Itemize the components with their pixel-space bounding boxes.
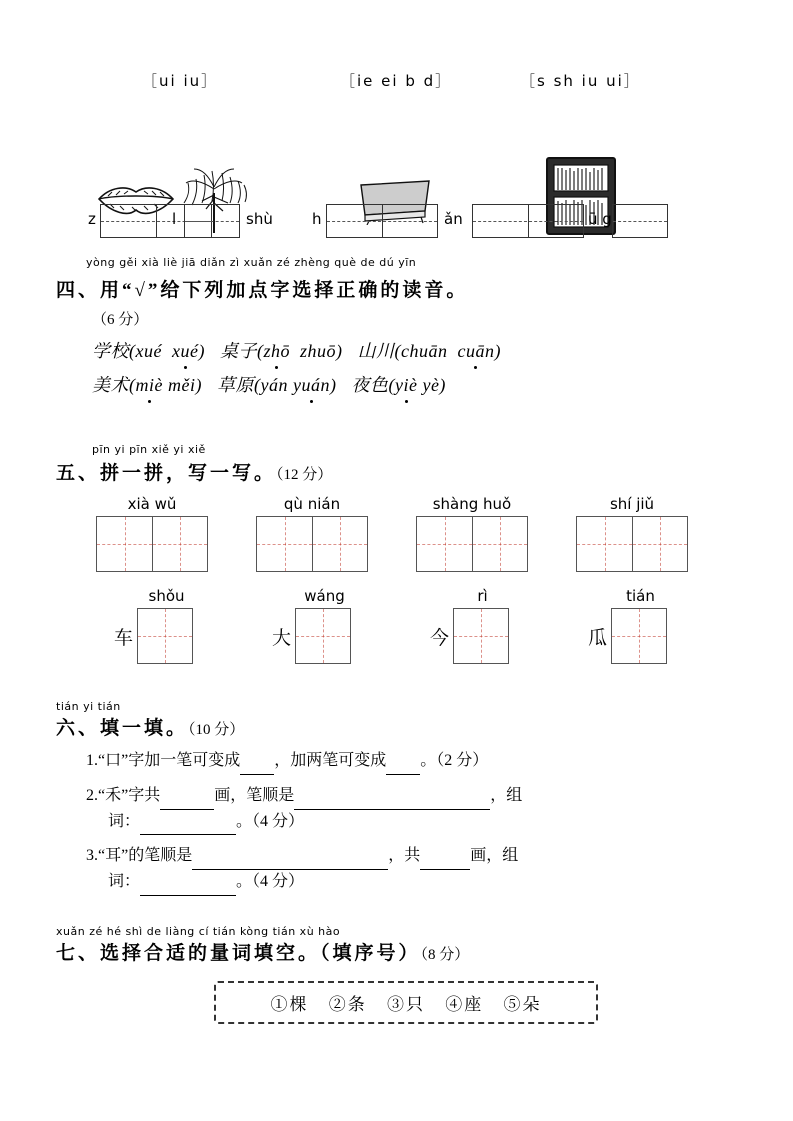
tian-cell-pair[interactable]: [256, 516, 368, 572]
tian-cell[interactable]: [453, 608, 509, 664]
item2-part2: 画，笔顺是: [214, 786, 295, 804]
tian-cell-pair[interactable]: [96, 516, 208, 572]
write-group-1: [96, 495, 208, 572]
write-box-3[interactable]: [326, 204, 438, 238]
section-5: [56, 443, 756, 683]
group-pinyin: xià wǔ: [127, 495, 177, 513]
tian-cell[interactable]: [295, 608, 351, 664]
write-group-2: [256, 495, 368, 572]
option-4[interactable]: ④座: [445, 995, 484, 1014]
item3-part1: 3.“耳”的笔顺是: [86, 847, 193, 865]
answer-blank[interactable]: [240, 749, 274, 775]
item2-part4: 词：: [108, 812, 141, 830]
group-pinyin: rì: [477, 587, 488, 605]
section-5-title: [56, 458, 756, 485]
tian-cell[interactable]: [611, 608, 667, 664]
section-6-title: [56, 713, 756, 740]
tian-cell[interactable]: [416, 516, 472, 572]
answer-label-ug: ū g: [588, 210, 612, 228]
item1-part3: 。（2 分）: [420, 752, 489, 769]
lead-character: 瓜: [588, 627, 608, 649]
section-5-title-text: 五、拼一拼，写一写。: [56, 463, 277, 484]
tian-cell[interactable]: [472, 516, 528, 572]
section-6-title-text: 六、填一填。: [56, 718, 189, 739]
section-6-item-3: [86, 844, 756, 896]
write-box-2[interactable]: [184, 204, 240, 238]
dot-option[interactable]: yiè: [394, 375, 418, 395]
bracket-label-3: ［s sh iu ui］: [520, 72, 641, 90]
item3-part5: 。（4 分）: [236, 873, 305, 891]
section-4: [56, 256, 756, 397]
group-pinyin: shǒu: [148, 587, 185, 605]
option-1[interactable]: ①棵: [270, 995, 309, 1014]
answer-label-shu: shù: [246, 210, 273, 228]
section-4-points: （6 分）: [92, 312, 149, 328]
group-pinyin: shí jiǔ: [609, 495, 655, 513]
answer-blank[interactable]: [140, 870, 236, 896]
write-group-8: [588, 587, 667, 664]
tian-cell[interactable]: [137, 608, 193, 664]
dot-option[interactable]: cuān: [457, 341, 495, 361]
lead-character: 今: [430, 627, 450, 649]
answer-blank[interactable]: [386, 749, 420, 775]
item1-part1: 1.“口”字加一笔可变成: [86, 752, 241, 769]
answer-label-an: ǎn: [444, 210, 463, 228]
write-group-6: [272, 587, 351, 664]
section-5-pinyin-caption: pīn yi pīn xiě yi xiě: [92, 443, 206, 456]
section-6: [56, 700, 756, 896]
dot-option[interactable]: xué: [171, 341, 199, 361]
section-6-item-2: [86, 784, 756, 836]
section-7-points: （8 分）: [420, 947, 470, 963]
option-2[interactable]: ②条: [328, 995, 367, 1014]
write-group-7: [430, 587, 509, 664]
item3-part4: 词：: [108, 873, 141, 891]
item3-part3: 画，组: [470, 847, 519, 865]
tian-cell[interactable]: [96, 516, 152, 572]
tian-cell-pair[interactable]: [576, 516, 688, 572]
item3-part2: ，共: [388, 847, 421, 865]
section-3-answer-row: [0, 200, 793, 242]
item1-part2: ，加两笔可变成: [274, 752, 387, 769]
item2-part3: ，组: [490, 786, 523, 804]
tian-cell[interactable]: [152, 516, 208, 572]
answer-blank[interactable]: [294, 784, 490, 810]
answer-label-l: l: [172, 210, 177, 228]
group-pinyin: shàng huǒ: [432, 495, 512, 513]
answer-blank[interactable]: [192, 844, 388, 870]
section-6-pinyin-caption: tián yi tián: [56, 700, 121, 713]
write-box-5[interactable]: [612, 204, 668, 238]
picture-row: [0, 115, 793, 195]
answer-label-z: z: [88, 210, 96, 228]
answer-blank[interactable]: [420, 844, 470, 870]
section-7-title: [56, 938, 756, 965]
option-5[interactable]: ⑤朵: [503, 995, 542, 1014]
write-group-4: [576, 495, 688, 572]
bracket-label-2: ［ie ei b d］: [340, 72, 453, 90]
write-box-4[interactable]: [472, 204, 584, 238]
item2-part1: 2.“禾”字共: [86, 786, 161, 804]
answer-blank[interactable]: [160, 784, 214, 810]
dot-option[interactable]: zhō: [263, 341, 290, 361]
section-5-points: （12 分）: [276, 467, 333, 483]
section-4-pinyin-caption: yòng gěi xià liè jiā diǎn zì xuǎn zé zhèng què de dú yīn: [86, 256, 417, 269]
tian-cell[interactable]: [256, 516, 312, 572]
group-pinyin: qù nián: [283, 495, 341, 513]
tian-cell[interactable]: [632, 516, 688, 572]
tian-cell[interactable]: [576, 516, 632, 572]
tian-cell[interactable]: [312, 516, 368, 572]
answer-blank[interactable]: [140, 810, 236, 836]
section-5-row-1: [56, 495, 756, 591]
section-7-pinyin-caption: xuǎn zé hé shì de liàng cí tián kòng tián xù hào: [56, 925, 341, 938]
dot-option[interactable]: miè: [135, 375, 163, 395]
bracket-label-1: ［ui iu］: [142, 72, 219, 90]
dot-option[interactable]: yuán: [292, 375, 330, 395]
quantifier-option-box: [214, 981, 598, 1024]
item2-part5: 。（4 分）: [236, 812, 305, 830]
section-6-item-1: [86, 749, 756, 775]
section-4-title: 四、用“√”给下列加点字选择正确的读音。: [56, 280, 469, 301]
section-7: [56, 925, 756, 1024]
lead-character: 车: [114, 627, 134, 649]
write-group-5: [114, 587, 193, 664]
section-5-row-2: [56, 587, 756, 683]
section-4-line-2: 美术(miè měi) 草原(yán yuán) 夜色(yiè yè): [92, 375, 446, 395]
lead-character: 大: [272, 627, 292, 649]
option-3[interactable]: ③只: [387, 995, 425, 1014]
group-pinyin: wáng: [304, 587, 345, 605]
tian-cell-pair[interactable]: [416, 516, 528, 572]
section-6-points: （10 分）: [188, 722, 245, 738]
answer-label-h: h: [312, 210, 322, 228]
section-4-line-1: 学校(xué xué) 桌子(zhō zhuō) 山川(chuān cuān): [92, 341, 501, 361]
section-7-title-text: 七、选择合适的量词填空。（填序号）: [56, 943, 421, 964]
group-pinyin: tián: [626, 587, 655, 605]
write-group-3: [416, 495, 528, 572]
